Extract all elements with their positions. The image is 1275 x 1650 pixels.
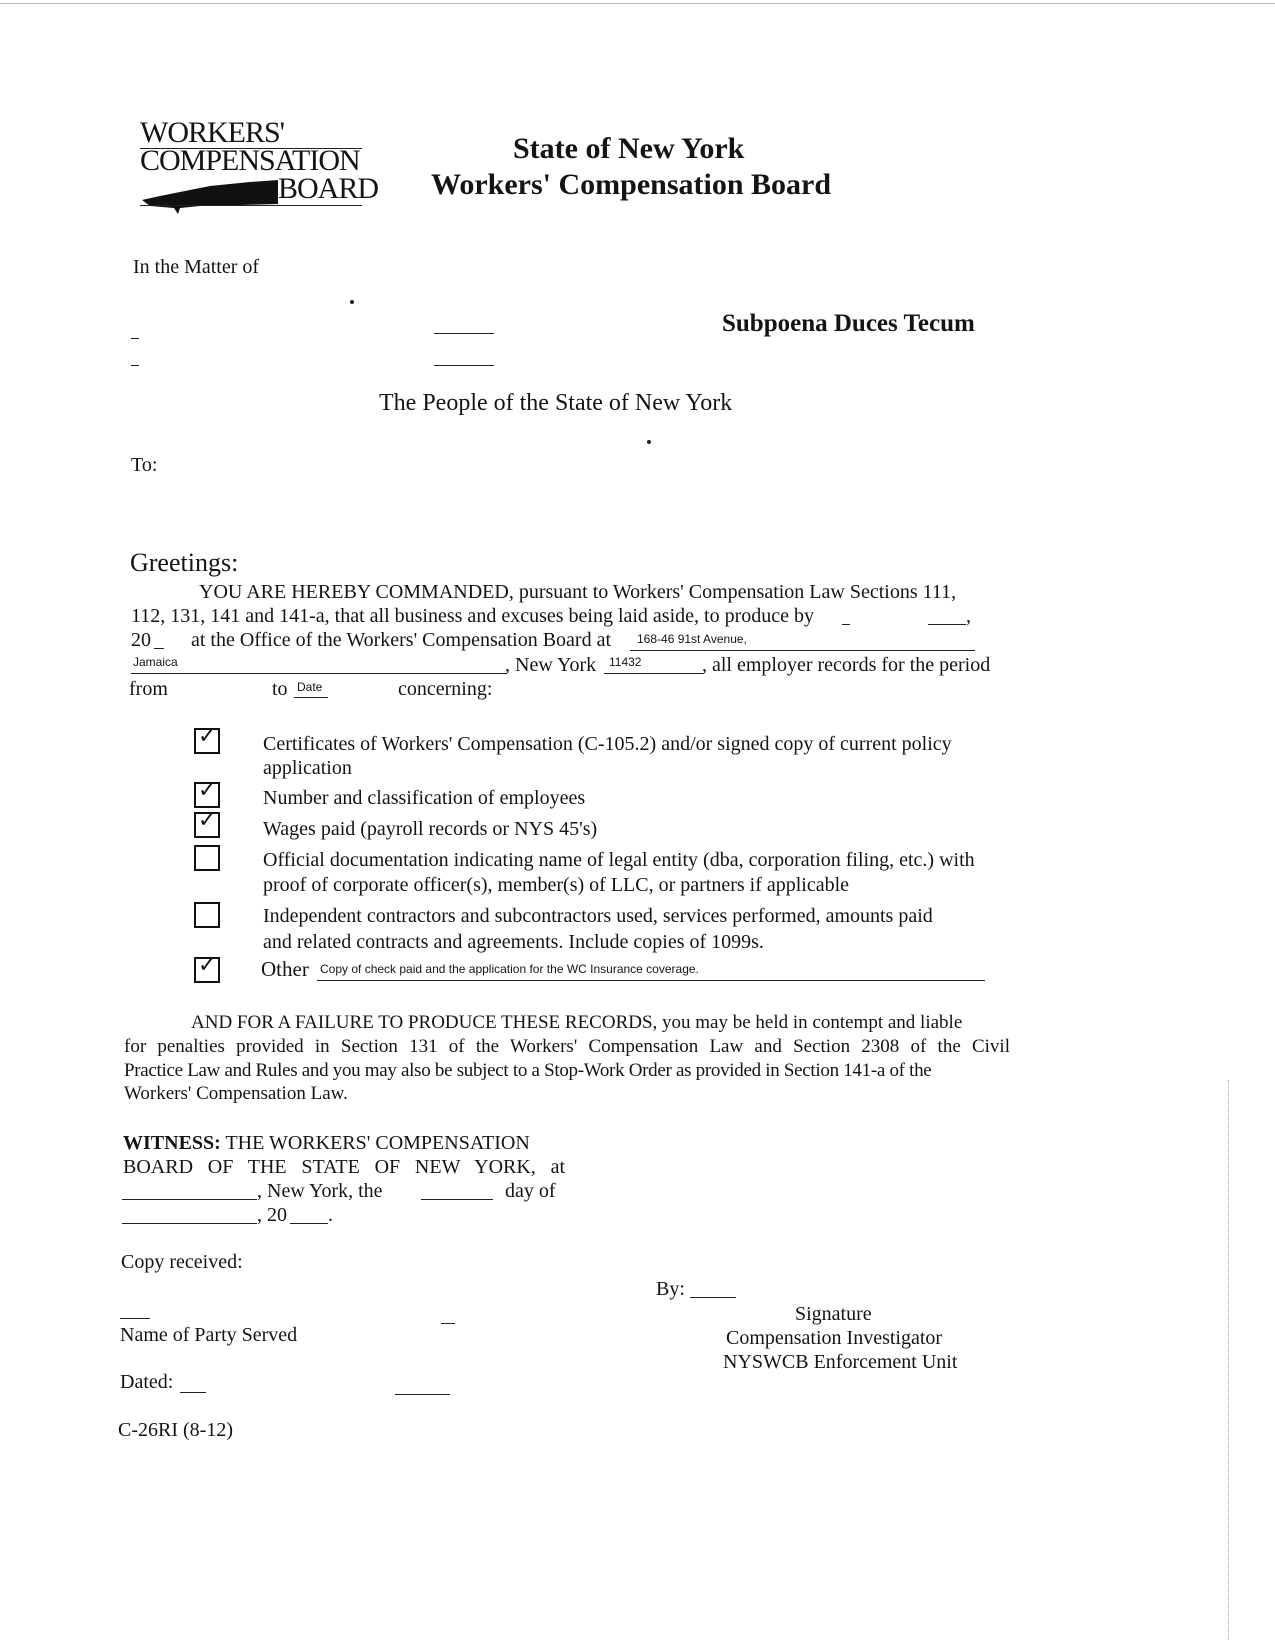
checkbox-certificates[interactable]	[194, 724, 220, 754]
witness-year-prefix: , 20	[257, 1204, 287, 1226]
by-signature-line	[690, 1297, 736, 1298]
checklist-item-certificates-line2: application	[263, 757, 352, 779]
period-text: , all employer records for the period	[702, 654, 991, 676]
witness-day-of: day of	[505, 1180, 556, 1202]
period-from-label: from	[129, 678, 168, 700]
scan-speck	[647, 440, 651, 444]
zip-underline	[604, 673, 704, 674]
other-underline	[317, 980, 985, 981]
checklist-item-certificates-line1: Certificates of Workers' Compensation (C-105.2) and/or signed copy of current policy	[263, 733, 952, 755]
matter-blank-dash-1	[131, 338, 139, 339]
witness-line-1-text: THE WORKERS' COMPENSATION	[225, 1132, 530, 1154]
signer-title: Compensation Investigator	[726, 1327, 943, 1349]
signer-unit: NYSWCB Enforcement Unit	[723, 1351, 958, 1373]
to-label: To:	[131, 454, 158, 476]
header-title-board: Workers' Compensation Board	[431, 168, 832, 201]
year-prefix: 20	[131, 629, 151, 651]
logo-line-workers: WORKERS'	[140, 116, 285, 149]
greetings-heading: Greetings:	[130, 548, 239, 577]
copy-received-label: Copy received:	[121, 1251, 243, 1273]
document-type-heading: Subpoena Duces Tecum	[722, 310, 975, 337]
year-blank	[154, 648, 164, 649]
checklist-item-employees: Number and classification of employees	[263, 787, 586, 809]
address-underline	[630, 650, 975, 651]
checkbox-employees[interactable]	[194, 778, 220, 808]
witness-month-blank	[122, 1223, 257, 1224]
check-icon: ✓	[198, 778, 217, 803]
form-id: C-26RI (8-12)	[118, 1419, 233, 1441]
witness-city-blank	[122, 1199, 257, 1200]
period-to-label: to	[272, 678, 288, 700]
produce-by-date-blank-1	[842, 624, 850, 625]
checkbox-contractors[interactable]	[194, 902, 220, 928]
new-york-text: , New York	[505, 654, 597, 676]
witness-line-2: BOARD OF THE STATE OF NEW YORK, at	[123, 1156, 565, 1178]
dated-label: Dated:	[120, 1371, 174, 1393]
failure-line-3: Practice Law and Rules and you may also be subject to a Stop-Work Order as provided in Section 141-a of the	[124, 1060, 932, 1081]
office-city-field[interactable]: Jamaica	[133, 655, 178, 669]
header-title-state: State of New York	[513, 132, 745, 165]
office-zip-field[interactable]: 11432	[609, 655, 642, 669]
check-icon: ✓	[198, 724, 217, 749]
witness-label: WITNESS:	[123, 1132, 221, 1154]
logo-line-compensation: COMPENSATION	[140, 144, 360, 177]
witness-period: .	[328, 1204, 333, 1226]
office-address-field[interactable]: 168-46 91st Avenue,	[637, 632, 747, 646]
party-served-dash	[441, 1323, 455, 1324]
checkbox-wages[interactable]	[194, 808, 220, 838]
checklist-item-legal-entity-line1: Official documentation indicating name of legal entity (dba, corporation filing, etc.) with	[263, 849, 975, 871]
checkbox-legal-entity[interactable]	[194, 845, 220, 871]
city-underline	[131, 673, 507, 674]
office-text: at the Office of the Workers' Compensation Board at	[191, 629, 612, 651]
wcb-logo	[140, 110, 380, 220]
people-of-state-heading: The People of the State of New York	[379, 390, 733, 416]
command-line-2: 112, 131, 141 and 141-a, that all business and excuses being laid aside, to produce by	[131, 605, 814, 627]
checklist-item-contractors-line1: Independent contractors and subcontractors used, services performed, amounts paid	[263, 905, 933, 927]
other-field[interactable]: Copy of check paid and the application for the WC Insurance coverage.	[320, 962, 699, 976]
check-icon: ✓	[198, 953, 217, 978]
dated-blank-2	[395, 1394, 450, 1395]
matter-blank-dash-2	[131, 365, 139, 366]
scan-right-edge	[1228, 1080, 1229, 1640]
other-label: Other	[261, 957, 309, 981]
party-served-line	[120, 1318, 150, 1319]
scan-top-border	[0, 3, 1275, 4]
signature-label: Signature	[795, 1303, 872, 1325]
matter-blank-line-1	[434, 333, 494, 334]
command-line-1: YOU ARE HEREBY COMMANDED, pursuant to Workers' Compensation Law Sections 111,	[199, 581, 957, 603]
failure-line-2: for penalties provided in Section 131 of the Workers' Compensation Law and Section 2308 of the Civil	[124, 1036, 1010, 1057]
logo-line-board: BOARD	[278, 172, 379, 205]
check-icon: ✓	[198, 808, 217, 833]
failure-line-4: Workers' Compensation Law.	[124, 1083, 348, 1104]
witness-year-blank	[290, 1223, 328, 1224]
witness-line-3-text: , New York, the	[257, 1180, 383, 1202]
concerning-text: concerning:	[398, 678, 493, 700]
witness-day-blank	[421, 1199, 493, 1200]
in-the-matter-of-label: In the Matter of	[133, 256, 260, 278]
matter-blank-line-2	[434, 365, 494, 366]
scan-speck	[350, 300, 354, 304]
checklist-item-wages: Wages paid (payroll records or NYS 45's)	[263, 818, 598, 840]
checkbox-other[interactable]	[194, 953, 220, 983]
period-to-field[interactable]: Date	[297, 680, 323, 694]
party-served-label: Name of Party Served	[120, 1324, 298, 1346]
checklist-item-contractors-line2: and related contracts and agreements. Include copies of 1099s.	[263, 931, 764, 953]
produce-by-date-blank-2	[928, 624, 966, 625]
period-to-underline	[294, 697, 328, 698]
witness-line-1	[123, 1132, 530, 1155]
by-label: By:	[656, 1278, 685, 1300]
dated-blank	[180, 1392, 206, 1393]
failure-line-1: AND FOR A FAILURE TO PRODUCE THESE RECORDS, you may be held in contempt and liable	[191, 1012, 963, 1033]
produce-by-comma: ,	[966, 605, 971, 627]
checklist-item-legal-entity-line2: proof of corporate officer(s), member(s) of LLC, or partners if applicable	[263, 874, 850, 896]
new-york-state-map-icon	[140, 174, 280, 214]
